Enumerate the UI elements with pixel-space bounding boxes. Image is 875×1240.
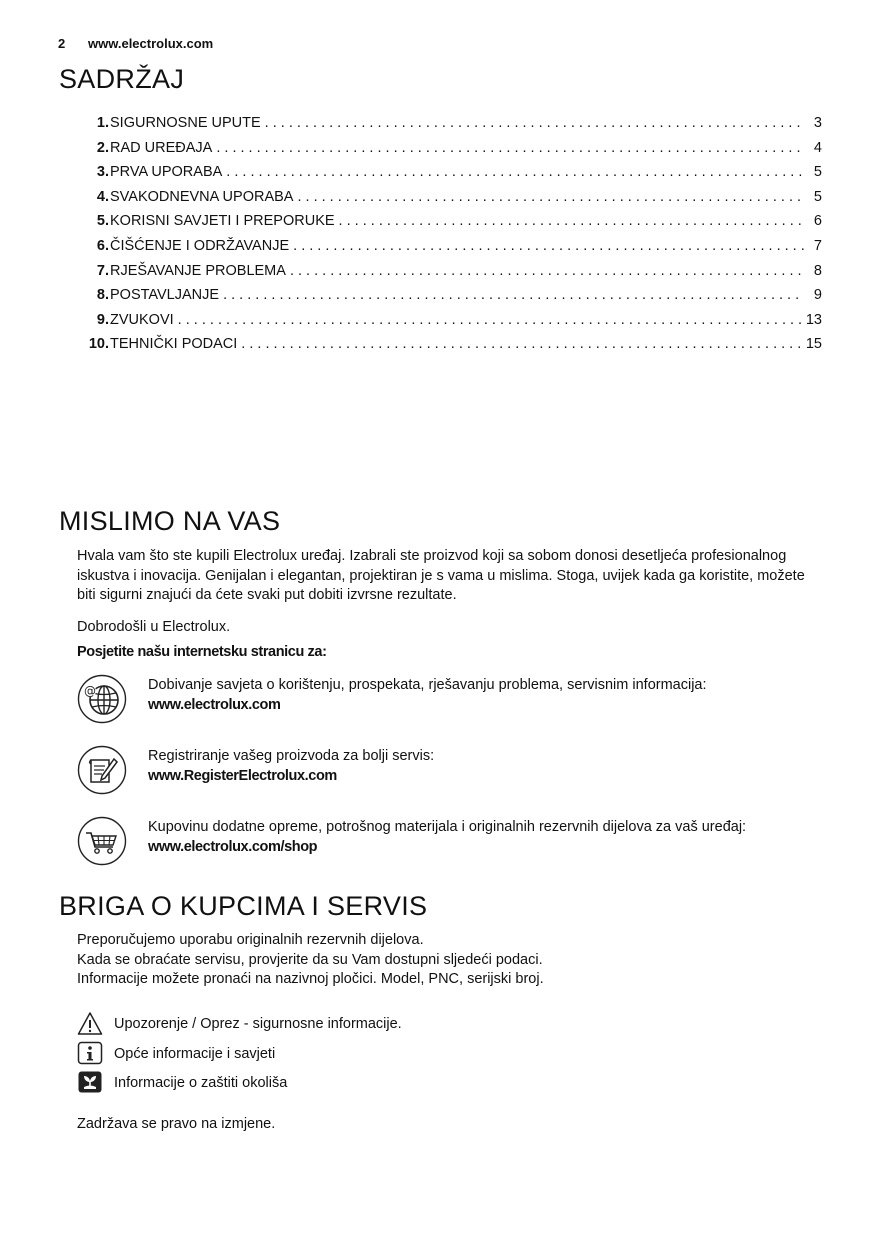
toc-item[interactable] [78,140,822,165]
link-description: Dobivanje savjeta o korištenju, prospekata, rješavanju problema, servisnim informacija: [148,677,707,693]
toc-dot-leader [174,312,804,328]
mislimo-section-title: MISLIMO NA VAS [59,506,281,536]
toc-item-page: 9 [813,287,822,304]
legend-warning [77,1011,577,1037]
toc-item-number: 8. [96,287,109,304]
register-link[interactable]: www.RegisterElectrolux.com [148,767,337,784]
toc-item-page: 7 [813,237,822,254]
intro-line: biti sigurni znajući da ćete svaki put dobiti izvrsne rezultate. [77,587,457,603]
toc-item[interactable] [78,164,822,189]
toc-title: SADRŽAJ [59,64,185,94]
toc-item-number: 9. [96,311,109,328]
link-row-shop [77,816,837,872]
toc-item-title: PRVA UPORABA [110,164,223,181]
page-header [58,36,213,51]
toc-item-number: 7. [96,262,109,279]
toc-item-title: TEHNIČKI PODACI [110,336,238,353]
header-site[interactable]: www.electrolux.com [88,36,214,51]
register-icon [77,745,127,795]
toc-item-number: 4. [96,188,109,205]
toc-item-page: 3 [813,115,822,131]
toc-item-page: 15 [805,336,822,353]
page-number: 2 [58,36,66,51]
toc-dot-leader [222,164,804,180]
link-description: Kupovinu dodatne opreme, potrošnog materijala i originalnih rezervnih dijelova za vaš uređaj: [148,819,747,835]
toc-dot-leader [289,238,804,254]
toc-item-page: 13 [805,311,822,328]
link-row-register [77,745,837,801]
support-link[interactable]: www.electrolux.com [148,696,281,713]
toc-item-number: 1. [96,115,109,131]
warning-icon [77,1011,103,1037]
legend-info [77,1041,577,1067]
briga-text [77,931,827,990]
svg-text:@: @ [84,684,96,698]
toc-item-title: RAD UREĐAJA [110,139,213,156]
toc-dot-leader [286,263,804,279]
table-of-contents [78,115,822,361]
toc-item[interactable] [78,238,822,263]
toc-item-number: 5. [96,213,109,230]
toc-dot-leader [212,140,804,156]
toc-item-number: 2. [96,139,109,156]
briga-line: Preporučujemo uporabu originalnih rezervnih dijelova. [77,932,424,948]
toc-item-title: SVAKODNEVNA UPORABA [110,188,294,205]
toc-dot-leader [335,213,804,229]
toc-item-title: POSTAVLJANJE [110,287,220,304]
shop-link[interactable]: www.electrolux.com/shop [148,838,318,855]
toc-item-number: 10. [88,336,109,353]
environment-icon [77,1070,103,1096]
footer-note: Zadržava se pravo na izmjene. [77,1116,276,1132]
toc-item-title: ČIŠĆENJE I ODRŽAVANJE [110,237,290,254]
toc-item-page: 4 [813,139,822,156]
toc-item-page: 6 [813,213,822,230]
toc-item[interactable] [78,115,822,140]
legend-text: Opće informacije i savjeti [114,1046,276,1062]
toc-item[interactable] [78,213,822,238]
toc-item-page: 8 [813,262,822,279]
briga-line: Informacije možete pronaći na nazivnoj pločici. Model, PNC, serijski broj. [77,971,544,987]
intro-line: Hvala vam što ste kupili Electrolux uređaj. Izabrali ste proizvod koji sa sobom donosi desetljeća profesionalnog [77,548,787,564]
toc-dot-leader [293,189,804,205]
mislimo-intro [77,547,827,606]
intro-line: iskustva i inovacija. Genijalan i elegantan, projektiran je s vama u mislima. Stoga, uvijek kada ga koristite, možete [77,567,805,584]
briga-line: Kada se obraćate servisu, provjerite da su Vam dostupni sljedeći podaci. [77,951,543,968]
legend-text: Upozorenje / Oprez - sigurnosne informacije. [114,1016,402,1032]
link-row-support [77,674,837,730]
toc-item-title: SIGURNOSNE UPUTE [110,115,261,131]
toc-dot-leader [219,287,804,303]
toc-item-title: KORISNI SAVJETI I PREPORUKE [110,213,335,230]
toc-item-number: 3. [96,164,109,181]
toc-item-page: 5 [813,164,822,181]
toc-dot-leader [237,336,804,352]
briga-section-title: BRIGA O KUPCIMA I SERVIS [59,891,428,921]
toc-item[interactable] [78,189,822,214]
legend-environment [77,1070,577,1096]
toc-item[interactable] [78,287,822,312]
legend-text: Informacije o zaštiti okoliša [114,1075,288,1091]
link-description: Registriranje vašeg proizvoda za bolji servis: [148,748,435,764]
toc-item-title: RJEŠAVANJE PROBLEMA [110,262,286,279]
toc-item-page: 5 [813,188,822,205]
toc-dot-leader [261,115,804,131]
visit-heading: Posjetite našu internetsku stranicu za: [77,644,327,660]
toc-item[interactable] [78,263,822,288]
cart-icon [77,816,127,866]
toc-item-title: ZVUKOVI [110,311,174,328]
info-icon [77,1041,103,1067]
toc-item[interactable] [78,312,822,337]
welcome-text: Dobrodošli u Electrolux. [77,619,231,635]
toc-item-number: 6. [96,237,109,254]
toc-item[interactable] [78,336,822,361]
globe-icon [77,674,127,724]
